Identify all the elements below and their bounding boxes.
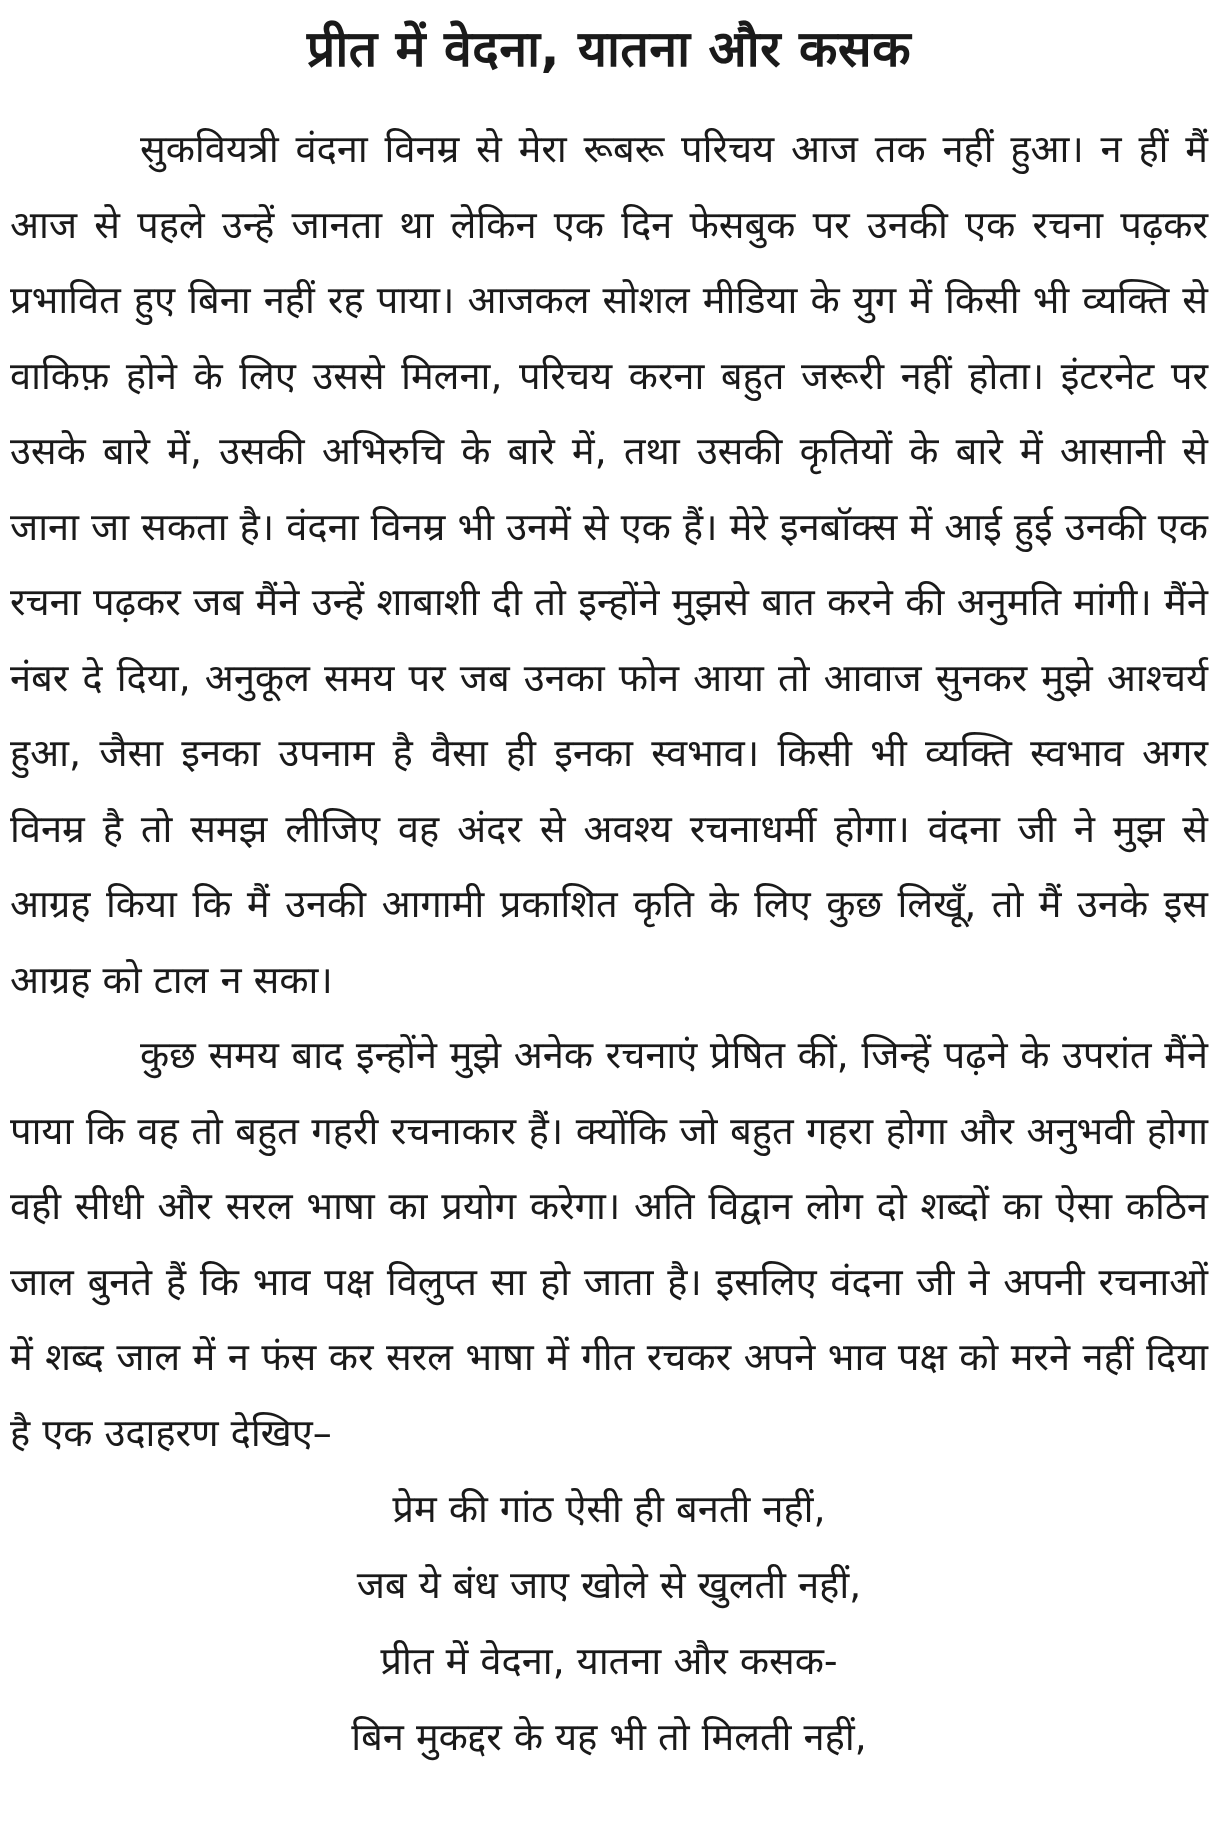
verse-line-4: बिन मुकद्दर के यह भी तो मिलती नहीं,	[351, 1715, 867, 1759]
document-body	[10, 112, 1208, 1775]
verse-line-2: जब ये बंध जाए खोले से खुलती नहीं,	[356, 1563, 862, 1607]
paragraph-1: सुकवियत्री वंदना विनम्र से मेरा रूबरू परिचय आज तक नहीं हुआ। न हीं मैं आज से पहले उन्हें जानता था लेकिन एक दिन फेसबुक पर उनकी एक रचना पढ़कर प्रभावित हुए बिना नहीं रह पाया। आजकल सोशल मीडिया के युग में किसी भी व्यक्ति से वाकिफ़ होने के लिए उससे मिलना, परिचय करना बहुत जरूरी नहीं होता। इंटरनेट पर उसके बारे में, उसकी अभिरुचि के बारे में, तथा उसकी कृतियों के बारे में आसानी से जाना जा सकता है। वंदना विनम्र भी उनमें से एक हैं। मेरे इनबॉक्स में आई हुई उनकी एक रचना पढ़कर जब मैंने उन्हें शाबाशी दी तो इन्होंने मुझसे बात करने की अनुमति मांगी। मैंने नंबर दे दिया, अनुकूल समय पर जब उनका फोन आया तो आवाज सुनकर मुझे आश्चर्य हुआ, जैसा इनका उपनाम है वैसा ही इनका स्वभाव। किसी भी व्यक्ति स्वभाव अगर विनम्र है तो समझ लीजिए वह अंदर से अवश्य रचनाधर्मी होगा। वंदना जी ने मुझ से आग्रह किया कि मैं उनकी आगामी प्रकाशित कृति के लिए कुछ लिखूँ, तो मैं उनके इस आग्रह को टाल न सका।	[10, 127, 1208, 1002]
paragraph-2: कुछ समय बाद इन्होंने मुझे अनेक रचनाएं प्रेषित कीं, जिन्हें पढ़ने के उपरांत मैंने पाया कि वह तो बहुत गहरी रचनाकार हैं। क्योंकि जो बहुत गहरा होगा और अनुभवी होगा वही सीधी और सरल भाषा का प्रयोग करेगा। अति विद्वान लोग दो शब्दों का ऐसा कठिन जाल बुनते हैं कि भाव पक्ष विलुप्त सा हो जाता है। इसलिए वंदना जी ने अपनी रचनाओं में शब्द जाल में न फंस कर सरल भाषा में गीत रचकर अपने भाव पक्ष को मरने नहीं दिया है एक उदाहरण देखिए–	[10, 1033, 1208, 1455]
verse-line-3: प्रीत में वेदना, यातना और कसक-	[380, 1639, 838, 1683]
verse-line-1: प्रेम की गांठ ऐसी ही बनती नहीं,	[392, 1487, 826, 1531]
page-title: प्रीत में वेदना, यातना और कसक	[306, 20, 912, 78]
poem-excerpt	[10, 1471, 1208, 1775]
